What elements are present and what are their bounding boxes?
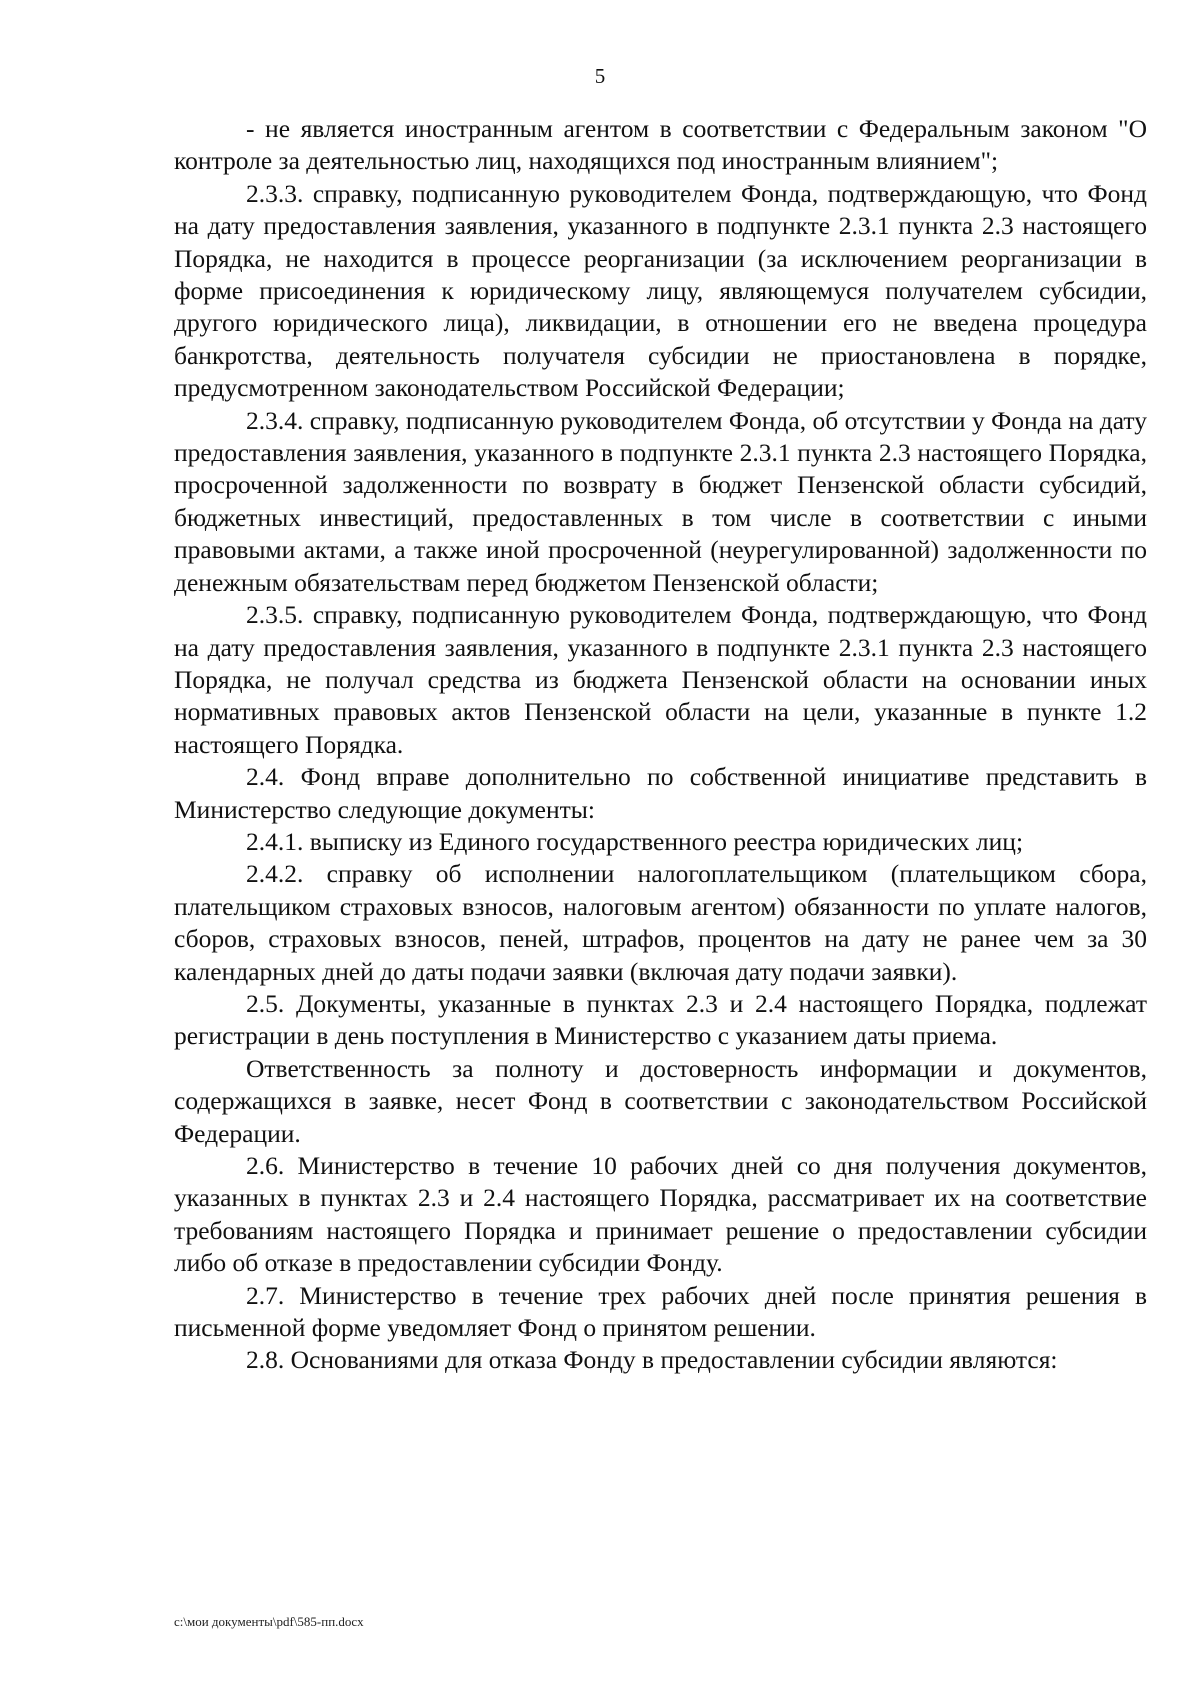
page-number: 5 [594, 64, 606, 88]
paragraph-2-7: 2.7. Министерство в течение трех рабочих дней после принятия решения в письменной форме уведомляет Фонд о принятом решении. [174, 1280, 1147, 1343]
document-body [174, 113, 1147, 1377]
paragraph-2-4: 2.4. Фонд вправе дополнительно по собственной инициативе представить в Министерство следующие документы: [174, 762, 1147, 824]
paragraph-2-3-3: 2.3.3. справку, подписанную руководителем Фонда, подтверждающую, что Фонд на дату предоставления заявления, указанного в подпункте 2.3.1 пункта 2.3 настоящего Порядка, не находится в процессе реорганизации (за исключением реорганизации в форме присоединения к юридическому лицу, являющемуся получателем субсидии, другого юридического лица), ликвидации, в отношении его не введена процедура банкротства, деятельность получателя субсидии не приостановлена в порядке, предусмотренном законодательством Российской Федерации; [174, 178, 1147, 403]
paragraph-2-3-5: 2.3.5. справку, подписанную руководителем Фонда, подтверждающую, что Фонд на дату предоставления заявления, указанного в подпункте 2.3.1 пункта 2.3 настоящего Порядка, не получал средства из бюджета Пензенской области на основании иных нормативных правовых актов Пензенской области на цели, указанные в пункте 1.2 настоящего Порядка. [174, 600, 1147, 759]
paragraph-foreign-agent: - не является иностранным агентом в соответствии с Федеральным законом "О контроле за деятельностью лиц, находящихся под иностранным влиянием"; [174, 114, 1147, 176]
paragraph-2-4-1: 2.4.1. выписку из Единого государственного реестра юридических лиц; [246, 826, 1024, 856]
paragraph-2-3-4: 2.3.4. справку, подписанную руководителем Фонда, об отсутствии у Фонда на дату предоставления заявления, указанного в подпункте 2.3.1 пункта 2.3 настоящего Порядка, просроченной задолженности по возврату в бюджет Пензенской области субсидий, бюджетных инвестиций, предоставленных в том числе в соответствии с иными правовыми актами, а также иной просроченной (неурегулированной) задолженности по денежным обязательствам перед бюджетом Пензенской области; [174, 405, 1147, 597]
paragraph-2-5: 2.5. Документы, указанные в пунктах 2.3 и 2.4 настоящего Порядка, подлежат регистрации в день поступления в Министерство с указанием даты приема. [174, 988, 1147, 1051]
paragraph-responsibility: Ответственность за полноту и достоверность информации и документов, содержащихся в заявке, несет Фонд в соответствии с законодательством Российской Федерации. [174, 1053, 1147, 1148]
paragraph-2-6: 2.6. Министерство в течение 10 рабочих дней со дня получения документов, указанных в пунктах 2.3 и 2.4 настоящего Порядка, рассматривает их на соответствие требованиям настоящего Порядка и принимает решение о предоставлении субсидии либо об отказе в предоставлении субсидии Фонду. [174, 1151, 1147, 1278]
paragraph-2-8: 2.8. Основаниями для отказа Фонду в предоставлении субсидии являются: [246, 1345, 1058, 1375]
footer-file-path: c:\мои документы\pdf\585-пп.docx [174, 1614, 364, 1629]
paragraph-2-4-2: 2.4.2. справку об исполнении налогоплательщиком (плательщиком сбора, плательщиком страховых взносов, налоговым агентом) обязанности по уплате налогов, сборов, страховых взносов, пеней, штрафов, процентов на дату не ранее чем за 30 календарных дней до даты подачи заявки (включая дату подачи заявки). [174, 859, 1147, 986]
